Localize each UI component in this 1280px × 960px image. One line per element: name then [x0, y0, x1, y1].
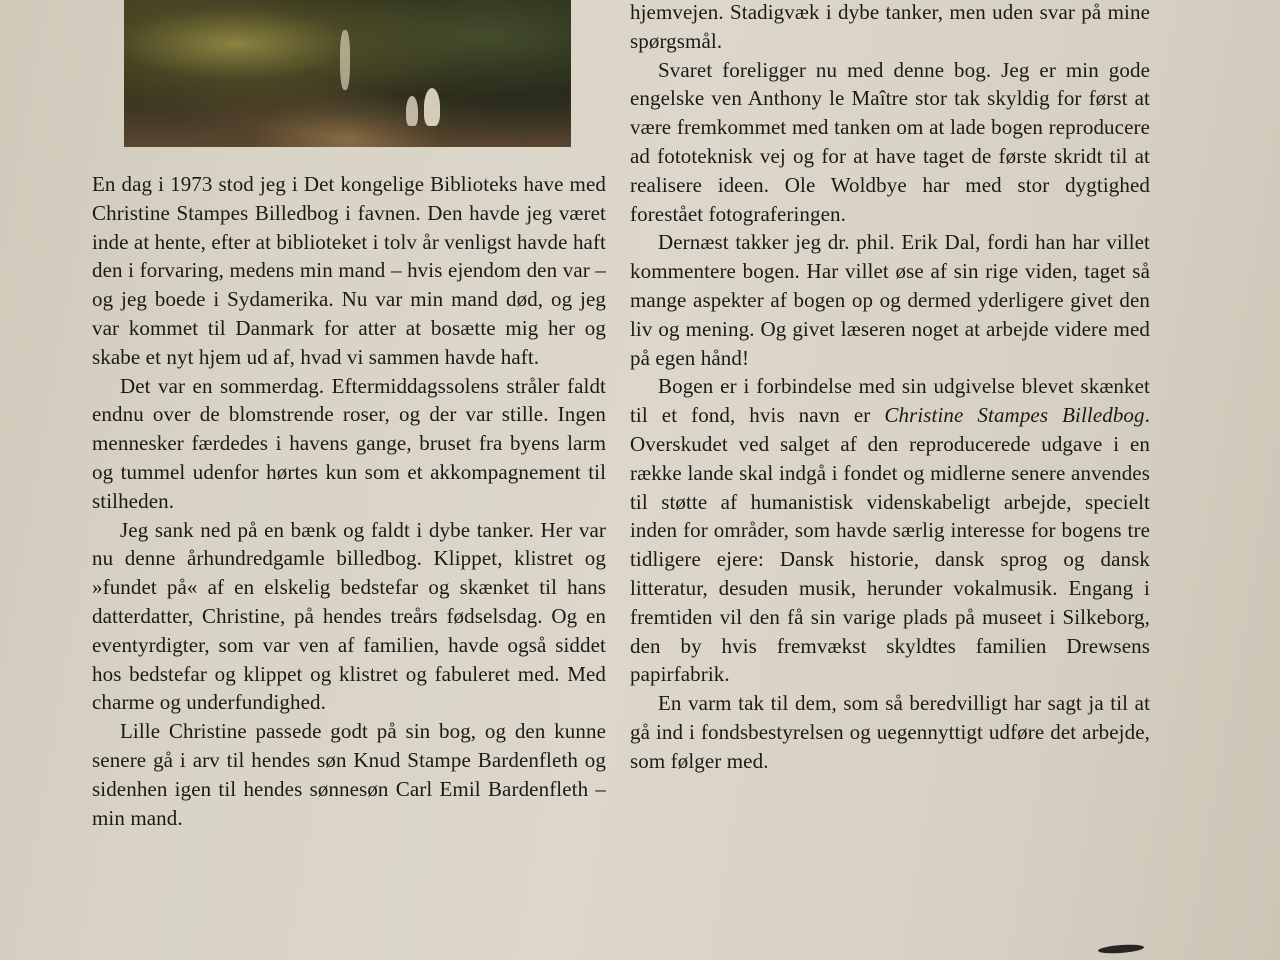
paragraph: Lille Christine passede godt på sin bog, og den kunne senere gå i arv til hendes søn Knud Stampe Bardenfleth og sidenhen igen til hendes sønnesøn Carl Emil Bardenfleth – min mand. [92, 719, 606, 830]
fond-title: Christine Stampes Billedbog [884, 403, 1145, 428]
ink-mark [1098, 943, 1145, 956]
photo-figure-right [406, 96, 418, 126]
right-text-column [630, 0, 1150, 776]
paragraph: Jeg sank ned på en bænk og faldt i dybe tanker. Her var nu denne århundredgamle billedbog. Klippet, klistret og »fundet på« af en elskelig bedstefar og skænket til hans datterdatter, Christine, på hendes treårs fødselsdag. Og en eventyrdigter, som var ven af familien, havde også siddet hos bedstefar og klippet og klistret og fabuleret med. Med charme og underfundighed. [92, 517, 606, 715]
photo-statue [340, 30, 350, 90]
paragraph-fond [630, 372, 1150, 689]
garden-photo [124, 0, 571, 147]
left-text-column [92, 170, 606, 832]
paragraph-fragment: hjemvejen. Stadigvæk i dybe tanker, men uden svar på mine spørgsmål. [630, 0, 1150, 53]
fond-text-cont: . Overskudet ved salget af den reproducerede udgave i en række lande skal indgå i fondet og midlerne senere anvendes til støtte af humanistisk videnskabeligt arbejde, specielt inden for områder, som havde særlig interesse for bogens tre tidligere ejere: Dansk historie, dansk sprog og dansk litteratur, desuden musik, herunder vokalmusik. Engang i fremtiden vil den få sin varige plads på museet i Silkeborg, den by hvis fremvækst skyldtes familien Drewsens papirfabrik. [630, 403, 1150, 687]
paragraph: Det var en sommerdag. Eftermiddagssolens stråler faldt endnu over de blomstrende roser, og der var stille. Ingen mennesker færdedes i havens gange, bruset fra byens larm og tummel udenfor hørtes kun som et akkompagnement til stilheden. [92, 373, 606, 513]
paragraph: En dag i 1973 stod jeg i Det kongelige Biblioteks have med Christine Stampes Billedbog i favnen. Den havde jeg været inde at hente, efter at biblioteket i tolv år venligst havde haft den i forvaring, medens min mand – hvis ejendom den var – og jeg boede i Sydamerika. Nu var min mand død, og jeg var kommet til Danmark for atter at bosætte mig her og skabe et nyt hjem ud af, hvad vi sammen havde haft. [92, 172, 606, 369]
fond-text: Bogen er i forbindelse med sin udgivelse blevet skænket til et fond, hvis navn er [630, 374, 1150, 428]
paragraph: Dernæst takker jeg dr. phil. Erik Dal, fordi han har villet kommentere bogen. Har villet øse af sin rige viden, taget så mange aspekter af bogen op og dermed yderligere givet den liv og mening. Og givet læseren noget at arbejde videre med på egen hånd! [630, 230, 1150, 370]
paragraph: Svaret foreligger nu med denne bog. Jeg er min gode engelske ven Anthony le Maître stor tak skyldig for først at være fremkommet med tanken om at lade bogen reproducere ad fototeknisk vej og for at have taget de første skridt til at realisere ideen. Ole Woldbye har med stor dygtighed forestået fotograferingen. [630, 57, 1150, 226]
photo-figure-left [424, 88, 440, 126]
paragraph: En varm tak til dem, som så beredvilligt har sagt ja til at gå ind i fondsbestyrelsen og uegennyttigt udføre det arbejde, som følger med. [630, 691, 1150, 773]
